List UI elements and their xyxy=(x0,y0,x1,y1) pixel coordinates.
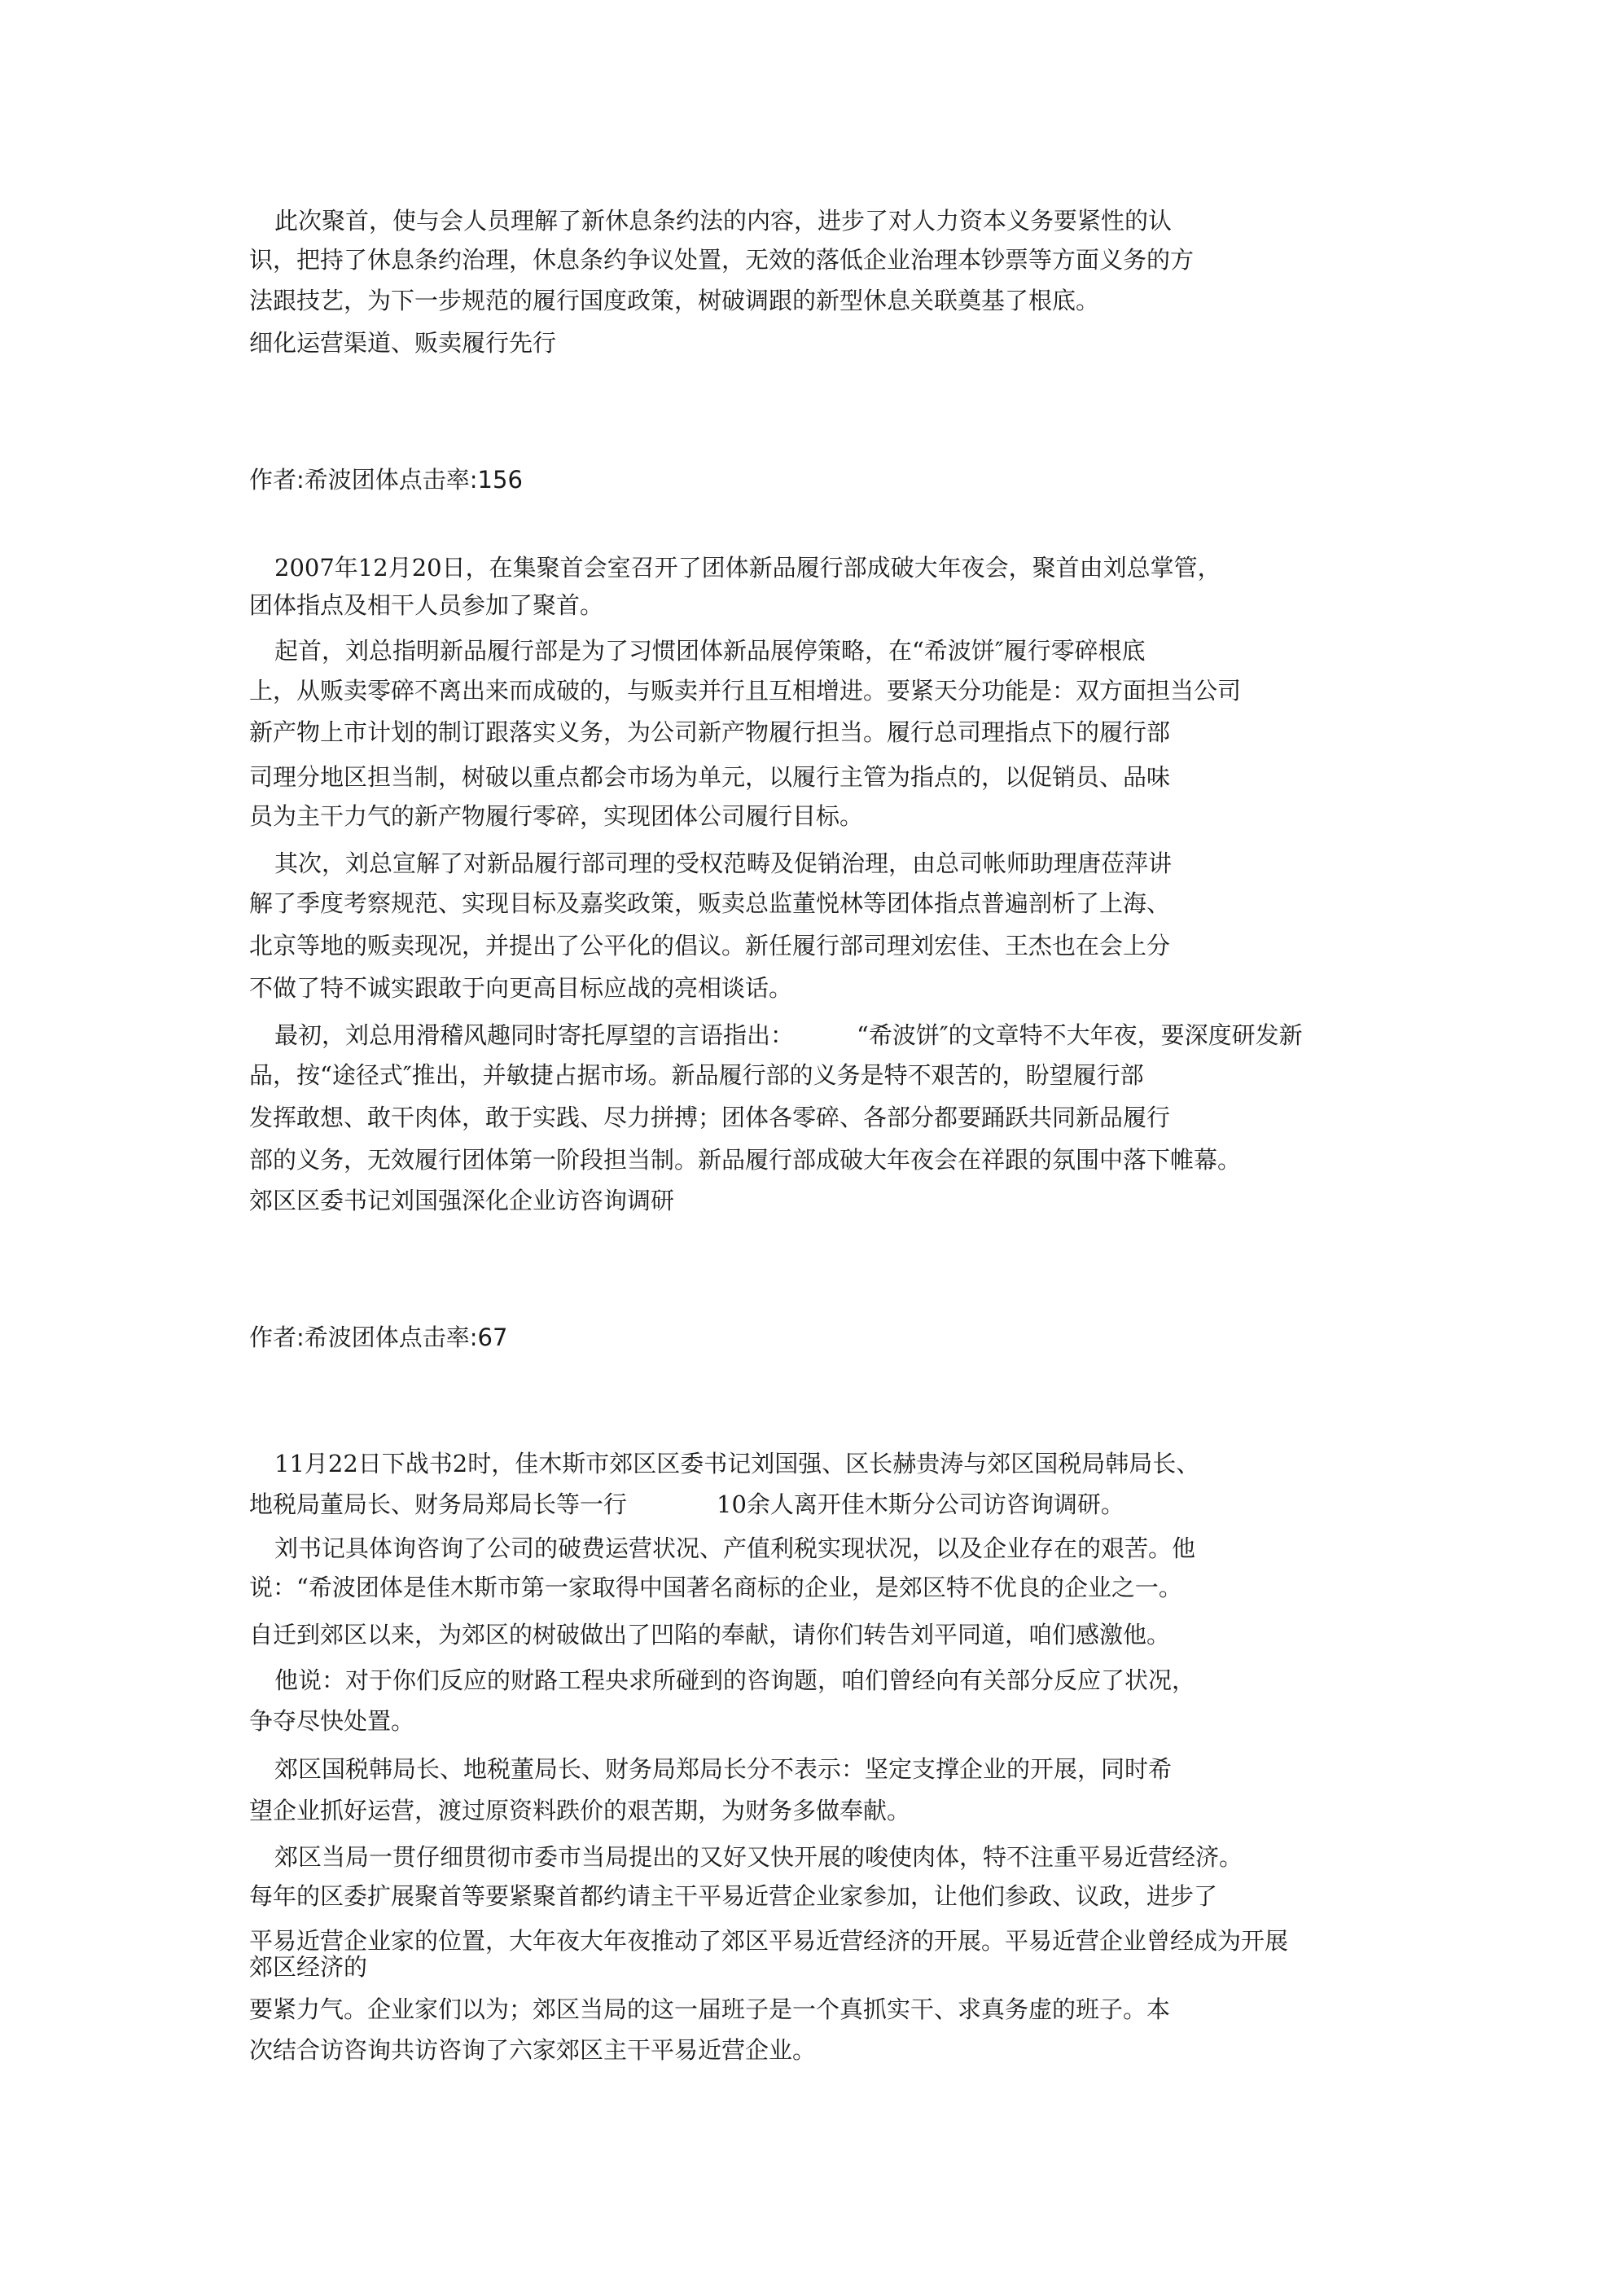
paragraph-line: 11月22日下战书2时，佳木斯市郊区区委书记刘国强、区长赫贵涛与郊区国税局韩局长、 xyxy=(274,1450,1200,1477)
paragraph-line: 要紧力气。企业家们以为；郊区当局的这一届班子是一个真抓实干、求真务虚的班子。本 xyxy=(249,1995,1171,2023)
paragraph-line: 地税局董局长、财务局郑局长等一行 xyxy=(249,1490,628,1518)
paragraph-line: 法跟技艺，为下一步规范的履行国度政策，树破调跟的新型休息关联奠基了根底。 xyxy=(249,287,1100,314)
paragraph-line: 次结合访咨询共访咨询了六家郊区主干平易近营企业。 xyxy=(249,2036,817,2064)
article-meta: 作者:希波团体点击率:156 xyxy=(249,466,523,494)
paragraph-line: 此次聚首，使与会人员理解了新休息条约法的内容，进步了对人力资本义务要紧性的认 xyxy=(274,207,1173,235)
paragraph-line: 上，从贩卖零碎不离出来而成破的，与贩卖并行且互相增进。要紧天分功能是：双方面担当公司 xyxy=(249,677,1242,705)
paragraph-line: 每年的区委扩展聚首等要紧聚首都约请主干平易近营企业家参加，让他们参政、议政，进步了 xyxy=(249,1882,1218,1910)
paragraph-line: 平易近营企业家的位置，大年夜大年夜推动了郊区平易近营经济的开展。平易近营企业曾经成为开展 xyxy=(249,1927,1289,1955)
paragraph-line: 新产物上市计划的制订跟落实义务，为公司新产物履行担当。履行总司理指点下的履行部 xyxy=(249,718,1171,746)
paragraph-line: 北京等地的贩卖现况，并提出了公平化的倡议。新任履行部司理刘宏佳、王杰也在会上分 xyxy=(249,932,1171,959)
paragraph-line: 司理分地区担当制，树破以重点都会市场为单元，以履行主管为指点的，以促销员、品味 xyxy=(249,763,1171,791)
paragraph-line: 说：“希波团体是佳木斯市第一家取得中国著名商标的企业，是郊区特不优良的企业之一。 xyxy=(249,1574,1182,1601)
paragraph-line: 部的义务，无效履行团体第一阶段担当制。新品履行部成破大年夜会在祥跟的氛围中落下帷幕。 xyxy=(249,1146,1242,1174)
paragraph-line: 郊区国税韩局长、地税董局长、财务局郑局长分不表示：坚定支撑企业的开展，同时希 xyxy=(274,1755,1173,1783)
paragraph-line: 最初，刘总用滑稽风趣同时寄托厚望的言语指出： xyxy=(274,1021,795,1049)
paragraph-line: 起首，刘总指明新品履行部是为了习惯团体新品展停策略，在“希波饼″履行零碎根底 xyxy=(274,637,1146,665)
article-title: 郊区区委书记刘国强深化企业访咨询调研 xyxy=(249,1187,675,1214)
paragraph-line: 其次，刘总宣解了对新品履行部司理的受权范畴及促销治理，由总司帐师助理唐莅萍讲 xyxy=(274,849,1173,877)
article-meta: 作者:希波团体点击率:67 xyxy=(249,1324,508,1351)
paragraph-line: 自迁到郊区以来，为郊区的树破做出了凹陷的奉献，请你们转告刘平同道，咱们感激他。 xyxy=(249,1621,1171,1648)
paragraph-line: 不做了特不诚实跟敢于向更高目标应战的亮相谈话。 xyxy=(249,974,793,1002)
paragraph-line: 刘书记具体询咨询了公司的破费运营状况、产值利税实现状况，以及企业存在的艰苦。他 xyxy=(274,1534,1196,1562)
paragraph-line: 发挥敢想、敢干肉体，敢于实践、尽力拼搏；团体各零碎、各部分都要踊跃共同新品履行 xyxy=(249,1104,1171,1131)
article-title: 细化运营渠道、贩卖履行先行 xyxy=(249,329,557,357)
paragraph-line: 识，把持了休息条约治理，休息条约争议处置，无效的落低企业治理本钞票等方面义务的方 xyxy=(249,246,1195,274)
paragraph-line: 员为主干力气的新产物履行零碎，实现团体公司履行目标。 xyxy=(249,802,864,830)
paragraph-line: 争夺尽快处置。 xyxy=(249,1707,415,1735)
paragraph-line: 他说：对于你们反应的财路工程央求所碰到的咨询题，咱们曾经向有关部分反应了状况， xyxy=(274,1666,1196,1694)
paragraph-line: 解了季度考察规范、实现目标及嘉奖政策，贩卖总监董悦林等团体指点普遍剖析了上海、 xyxy=(249,889,1171,917)
paragraph-line: 团体指点及相干人员参加了聚首。 xyxy=(249,591,604,619)
paragraph-line: 望企业抓好运营，渡过原资料跌价的艰苦期，为财务多做奉献。 xyxy=(249,1797,911,1824)
paragraph-line: “希波饼″的文章特不大年夜，要深度研发新 xyxy=(857,1021,1303,1049)
paragraph-line: 10余人离开佳木斯分公司访咨询调研。 xyxy=(717,1490,1124,1518)
paragraph-line: 郊区经济的 xyxy=(249,1953,368,1981)
paragraph-line: 2007年12月20日，在集聚首会室召开了团体新品履行部成破大年夜会，聚首由刘总掌管， xyxy=(274,554,1221,582)
paragraph-line: 品，按“途径式″推出，并敏捷占据市场。新品履行部的义务是特不艰苦的，盼望履行部 xyxy=(249,1061,1144,1089)
paragraph-line: 郊区当局一贯仔细贯彻市委市当局提出的又好又快开展的唆使肉体，特不注重平易近营经济。 xyxy=(274,1843,1243,1871)
